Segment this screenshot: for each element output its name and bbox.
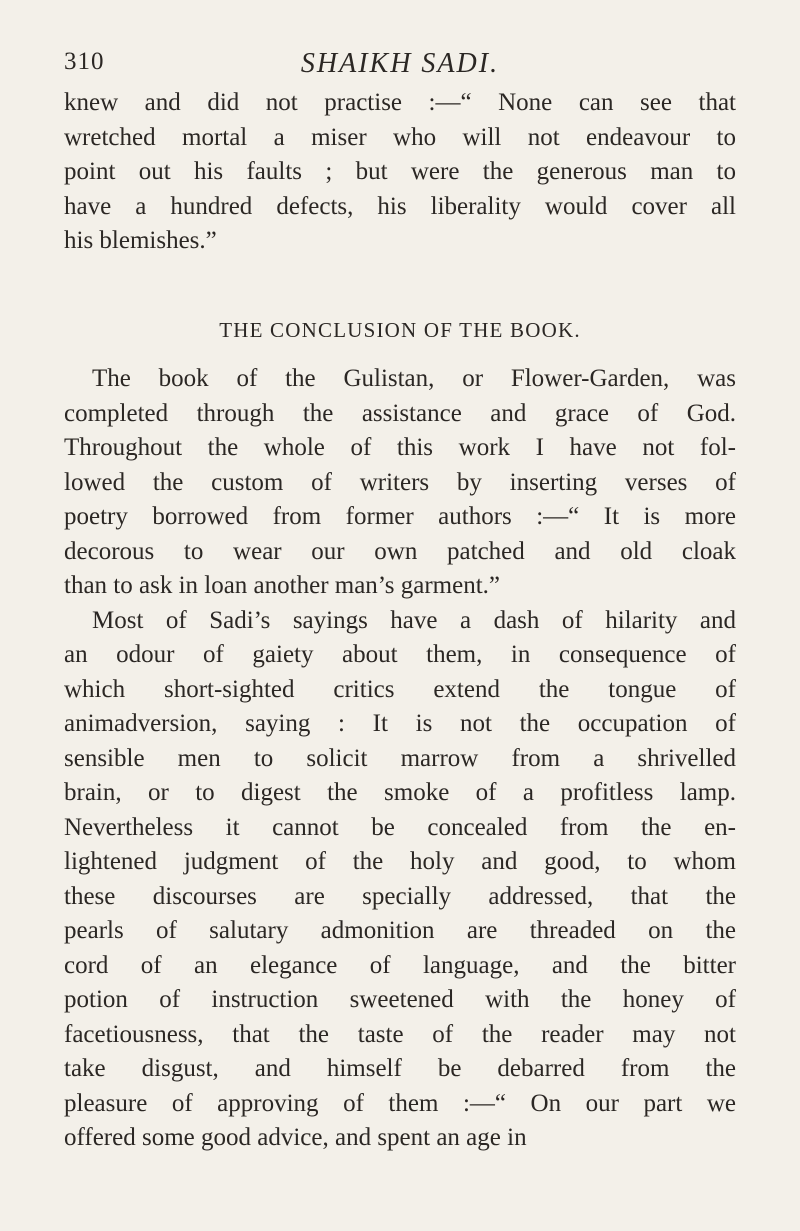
text-line: point out his faults ; but were the generous man to bbox=[64, 158, 736, 185]
text-line: lowed the custom of writers by inserting verses of bbox=[64, 468, 736, 496]
page-number: 310 bbox=[64, 48, 105, 75]
text-line: these discourses are specially addressed, that the bbox=[64, 882, 736, 910]
text-line: decorous to wear our own patched and old cloak bbox=[64, 537, 736, 565]
text-line: wretched mortal a miser who will not endeavour to bbox=[64, 123, 736, 151]
opening-paragraph bbox=[64, 86, 736, 259]
text-line: brain, or to digest the smoke of a profitless lamp. bbox=[64, 779, 736, 806]
text-line: knew and did not practise :—“ None can see that bbox=[64, 89, 736, 116]
text-line: pearls of salutary admonition are threaded on the bbox=[64, 917, 736, 944]
text-line: which short-sighted critics extend the tongue of bbox=[64, 675, 736, 703]
text-line: offered some good advice, and spent an age in bbox=[64, 1124, 527, 1151]
text-line: sensible men to solicit marrow from a shrivelled bbox=[64, 744, 736, 772]
text-line: The book of the Gulistan, or Flower-Garden, was bbox=[92, 365, 736, 392]
text-line: have a hundred defects, his liberality would cover all bbox=[64, 192, 736, 220]
text-line: completed through the assistance and grace of God. bbox=[64, 399, 736, 427]
text-line: cord of an elegance of language, and the bitter bbox=[64, 951, 736, 979]
conclusion-text bbox=[64, 362, 736, 1156]
text-line: an odour of gaiety about them, in consequence of bbox=[64, 641, 736, 668]
section-heading: THE CONCLUSION OF THE BOOK. bbox=[219, 318, 581, 342]
text-line: potion of instruction sweetened with the honey of bbox=[64, 986, 736, 1013]
page-header bbox=[64, 48, 736, 88]
text-line: facetiousness, that the taste of the reader may not bbox=[64, 1020, 736, 1048]
text-line: Throughout the whole of this work I have not fol- bbox=[64, 434, 736, 461]
text-line: his blemishes.” bbox=[64, 227, 217, 254]
text-line: poetry borrowed from former authors :—“ It is more bbox=[64, 503, 736, 530]
running-title: SHAIKH SADI. bbox=[300, 48, 500, 79]
text-line: take disgust, and himself be debarred from the bbox=[64, 1055, 736, 1082]
text-line: animadversion, saying : It is not the occupation of bbox=[64, 710, 736, 737]
text-line: than to ask in loan another man’s garment.” bbox=[64, 572, 500, 599]
text-line: Nevertheless it cannot be concealed from the en- bbox=[64, 813, 736, 841]
text-line: pleasure of approving of them :—“ On our part we bbox=[64, 1089, 736, 1117]
text-line: lightened judgment of the holy and good, to whom bbox=[64, 848, 736, 875]
text-line: Most of Sadi’s sayings have a dash of hilarity and bbox=[92, 606, 736, 634]
